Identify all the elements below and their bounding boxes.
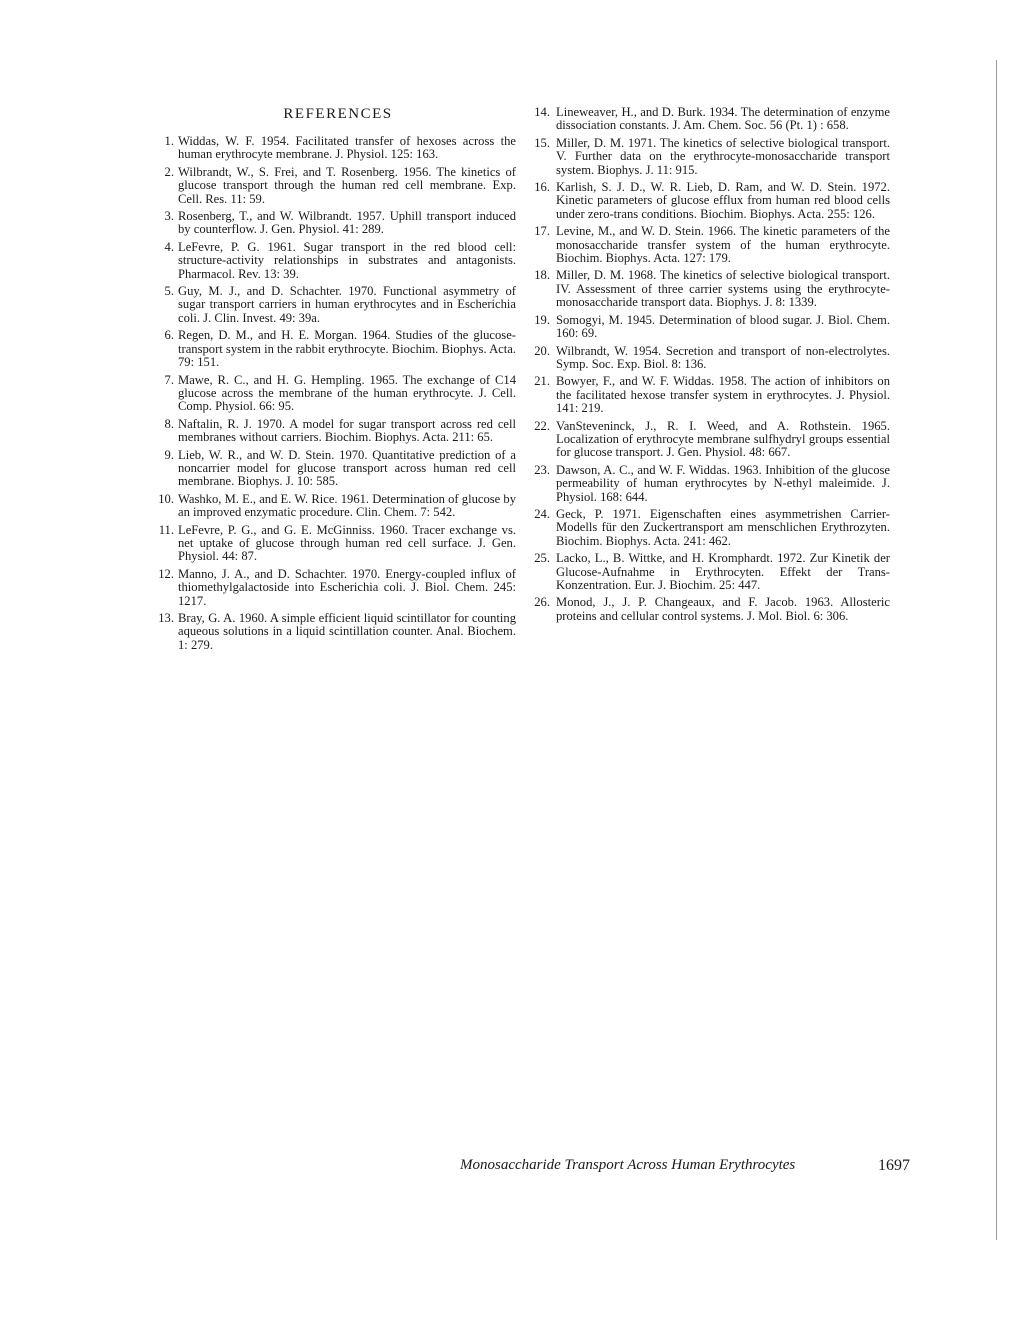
reference-entry — [534, 106, 890, 133]
reference-text: LeFevre, P. G. 1961. Sugar transport in the red blood cell: structure-activity relationships in substrates and antagonists. Pharmacol. Rev. 13: 39. — [178, 239, 516, 281]
reference-number: 21. — [534, 374, 550, 389]
reference-entry — [160, 241, 516, 281]
reference-text: Bowyer, F., and W. F. Widdas. 1958. The action of inhibitors on the facilitated hexose transfer system in erythrocytes. J. Physiol. 141: 219. — [556, 374, 890, 416]
reference-entry — [160, 524, 516, 564]
reference-text: Regen, D. M., and H. E. Morgan. 1964. Studies of the glucose-transport system in the rabbit erythrocyte. Biochim. Biophys. Acta. 79: 151. — [178, 328, 516, 370]
reference-number: 13. — [158, 611, 174, 625]
reference-number: 14. — [534, 105, 550, 119]
reference-entry — [534, 314, 890, 341]
references-column-right — [534, 106, 890, 627]
reference-number: 9. — [164, 447, 174, 462]
reference-number: 17. — [534, 224, 550, 239]
reference-number: 12. — [158, 566, 174, 581]
margin-rule — [996, 60, 997, 1240]
reference-text: Somogyi, M. 1945. Determination of blood sugar. J. Biol. Chem. 160: 69. — [556, 312, 890, 341]
running-title: Monosaccharide Transport Across Human Erythrocytes — [460, 1157, 796, 1173]
reference-entry — [160, 449, 516, 489]
reference-text: Naftalin, R. J. 1970. A model for sugar transport across red cell membranes without carriers. Biochim. Biophys. Acta. 211: 65. — [178, 416, 516, 445]
reference-entry — [534, 269, 890, 309]
reference-number: 10. — [158, 491, 174, 506]
reference-entry — [534, 137, 890, 177]
reference-entry — [534, 375, 890, 415]
reference-number: 15. — [534, 135, 550, 150]
reference-text: Levine, M., and W. D. Stein. 1966. The kinetic parameters of the monosaccharide transfer system of the human erythrocyte. Biochim. Biophys. Acta. 127: 179. — [556, 224, 890, 266]
reference-entry — [534, 596, 890, 623]
reference-text: Geck, P. 1971. Eigenschaften eines asymmetrishen Carrier-Modells für den Zuckertransport am menschlichen Erythrozyten. Biochim. Biophys. Acta. 241: 462. — [556, 506, 890, 548]
reference-text: Lieb, W. R., and W. D. Stein. 1970. Quantitative prediction of a noncarrier model for glucose transport across human red cell membrane. Biophys. J. 10: 585. — [178, 447, 516, 489]
reference-entry — [160, 418, 516, 445]
reference-text: Guy, M. J., and D. Schachter. 1970. Functional asymmetry of sugar transport carriers in human erythrocytes and in Escherichia coli. J. Clin. Invest. 49: 39a. — [178, 284, 516, 325]
reference-entry — [160, 166, 516, 206]
reference-text: Lacko, L., B. Wittke, and H. Kromphardt. 1972. Zur Kinetik der Glucose-Aufnahme in Erythrocyten. Effekt der Trans-Konzentration. Eur. J. Biochim. 25: 447. — [556, 551, 890, 592]
reference-number: 8. — [164, 416, 174, 431]
reference-entry — [160, 210, 516, 237]
reference-text: Manno, J. A., and D. Schachter. 1970. Energy-coupled influx of thiomethylgalactoside into Escherichia coli. J. Biol. Chem. 245: 1217. — [178, 566, 516, 608]
page-number: 1697 — [878, 1157, 910, 1174]
reference-text: VanSteveninck, J., R. I. Weed, and A. Rothstein. 1965. Localization of erythrocyte membrane sulfhydryl groups essential for glucose transport. J. Gen. Physiol. 48: 667. — [556, 418, 890, 460]
reference-list-right — [534, 106, 890, 623]
reference-number: 6. — [164, 328, 174, 343]
reference-number: 23. — [534, 462, 550, 477]
reference-number: 2. — [164, 164, 174, 179]
reference-entry — [534, 181, 890, 221]
reference-text: Miller, D. M. 1971. The kinetics of selective biological transport. V. Further data on the erythrocyte-monosaccharide transport system. Biophys. J. 11: 915. — [556, 135, 890, 177]
reference-entry — [160, 329, 516, 369]
reference-number: 25. — [534, 551, 550, 566]
reference-text: Miller, D. M. 1968. The kinetics of selective biological transport. IV. Assessment of three carrier systems using the erythrocyte-monosaccharide transport data. Biophys. J. 8: 1339. — [556, 268, 890, 310]
reference-text: Mawe, R. C., and H. G. Hempling. 1965. The exchange of C14 glucose across the membrane of the human erythrocyte. J. Cell. Comp. Physiol. 66: 95. — [178, 372, 516, 414]
reference-entry — [534, 464, 890, 504]
reference-text: Bray, G. A. 1960. A simple efficient liquid scintillator for counting aqueous solutions in a liquid scintillation counter. Anal. Biochem. 1: 279. — [178, 611, 516, 652]
reference-text: Rosenberg, T., and W. Wilbrandt. 1957. Uphill transport induced by counterflow. J. Gen. Physiol. 41: 289. — [178, 209, 516, 237]
reference-number: 4. — [164, 239, 174, 254]
reference-entry — [160, 493, 516, 520]
reference-entry — [534, 552, 890, 592]
reference-number: 3. — [164, 209, 174, 224]
reference-number: 11. — [158, 522, 174, 537]
reference-number: 24. — [534, 506, 550, 521]
reference-text: LeFevre, P. G., and G. E. McGinniss. 1960. Tracer exchange vs. net uptake of glucose through human red cell surface. J. Gen. Physiol. 44: 87. — [178, 522, 516, 564]
reference-number: 1. — [164, 134, 174, 148]
reference-entry — [160, 135, 516, 162]
reference-text: Widdas, W. F. 1954. Facilitated transfer of hexoses across the human erythrocyte membrane. J. Physiol. 125: 163. — [178, 134, 516, 162]
reference-number: 26. — [534, 595, 550, 610]
reference-list-left — [160, 135, 516, 652]
reference-entry — [160, 374, 516, 414]
reference-entry — [534, 508, 890, 548]
reference-entry — [534, 345, 890, 372]
reference-entry — [160, 285, 516, 325]
reference-number: 18. — [534, 268, 550, 283]
reference-number: 16. — [534, 180, 550, 195]
reference-number: 5. — [164, 284, 174, 299]
reference-number: 20. — [534, 343, 550, 358]
reference-text: Lineweaver, H., and D. Burk. 1934. The determination of enzyme dissociation constants. J. Am. Chem. Soc. 56 (Pt. 1) : 658. — [556, 105, 890, 133]
reference-text: Washko, M. E., and E. W. Rice. 1961. Determination of glucose by an improved enzymatic procedure. Clin. Chem. 7: 542. — [178, 491, 516, 520]
reference-text: Dawson, A. C., and W. F. Widdas. 1963. Inhibition of the glucose permeability of human erythrocytes by N-ethyl maleimide. J. Physiol. 168: 644. — [556, 462, 890, 504]
reference-number: 22. — [534, 418, 550, 433]
references-column-left — [160, 106, 516, 656]
reference-text: Wilbrandt, W., S. Frei, and T. Rosenberg. 1956. The kinetics of glucose transport through the human red cell membrane. Exp. Cell. Res. 11: 59. — [178, 164, 516, 206]
reference-entry — [160, 568, 516, 608]
reference-number: 7. — [164, 372, 174, 387]
reference-entry — [534, 225, 890, 265]
reference-text: Karlish, S. J. D., W. R. Lieb, D. Ram, and W. D. Stein. 1972. Kinetic parameters of glucose efflux from human red blood cells under zero-trans conditions. Biochim. Biophys. Acta. 255: 126. — [556, 180, 890, 221]
reference-text: Monod, J., J. P. Changeaux, and F. Jacob. 1963. Allosteric proteins and cellular control systems. J. Mol. Biol. 6: 306. — [556, 595, 890, 623]
reference-entry — [534, 420, 890, 460]
reference-number: 19. — [534, 312, 550, 327]
references-heading: REFERENCES — [283, 106, 393, 122]
reference-text: Wilbrandt, W. 1954. Secretion and transport of non-electrolytes. Symp. Soc. Exp. Biol. 8: 136. — [556, 343, 890, 371]
reference-entry — [160, 612, 516, 652]
